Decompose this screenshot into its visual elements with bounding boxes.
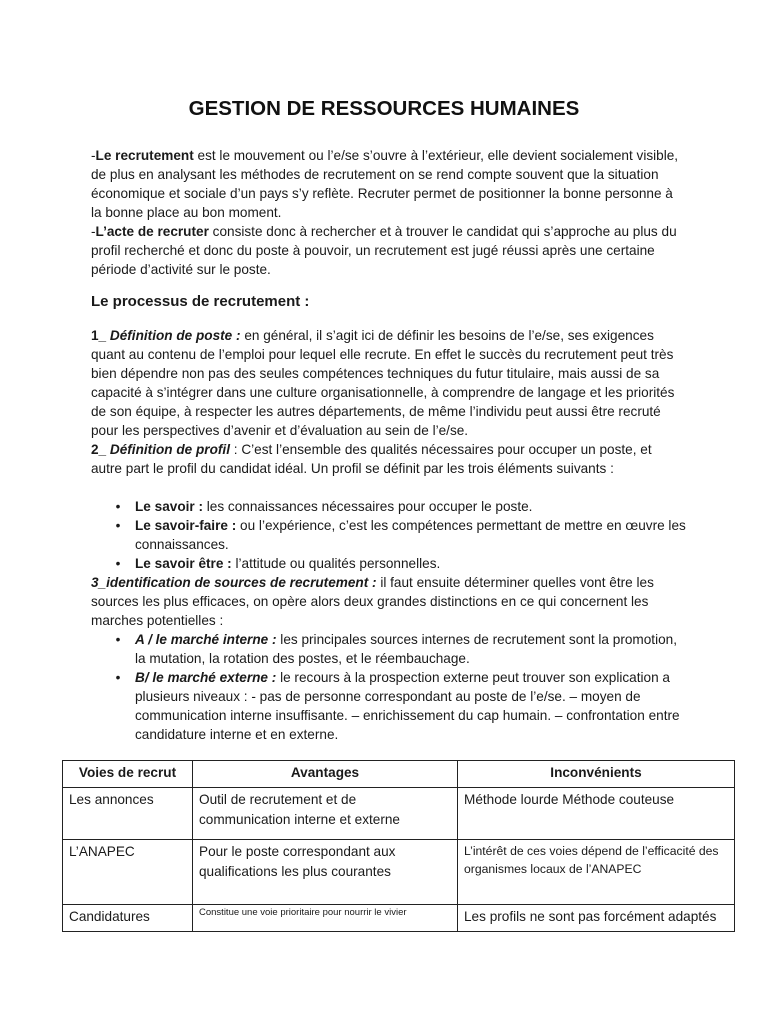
markets-list (91, 630, 686, 744)
table-cell: Méthode lourde Méthode couteuse (458, 788, 735, 840)
process-section (91, 326, 686, 744)
list-item (91, 497, 686, 516)
recruitment-table-wrapper (62, 760, 735, 932)
column-header: Avantages (193, 761, 458, 788)
table-cell: L’intérêt de ces voies dépend de l’efficacité des organismes locaux de l’ANAPEC (458, 840, 735, 905)
section-heading-processus: Le processus de recrutement : (91, 293, 310, 310)
bullet-icon: • (115, 632, 121, 647)
table-cell: Outil de recrutement et de communication interne et externe (193, 788, 458, 840)
term-recrutement: Le recrutement (95, 148, 194, 163)
list-item (91, 668, 686, 744)
table-cell: Constitue une voie prioritaire pour nourrir le vivier (193, 905, 458, 932)
intro-paragraph-recrutement (91, 146, 681, 222)
term-acte-de-recruter: L’acte de recruter (95, 224, 209, 239)
table-cell: Candidatures (63, 905, 193, 932)
list-item-term: Le savoir-faire : (135, 518, 237, 533)
intro-paragraph-acte (91, 222, 681, 279)
step-sources-recrutement (91, 573, 686, 630)
step2-text: : C’est l’ensemble des qualités nécessaires pour occuper un poste, et autre part le profil du candidat idéal. Un profil se définit par les trois éléments suivants : (91, 442, 652, 476)
list-item (91, 516, 686, 554)
table-row (63, 788, 735, 840)
step1-number: 1_ (91, 328, 107, 343)
intro-text-recrutement: est le mouvement ou l’e/se s’ouvre à l’extérieur, elle devient socialement visible, de plus en analysant les méthodes de recrutement on se rend compte souvent que la situation économique et sociale d’un pays s’y reflète. Recruter permet de positionner la bonne personne à la bonne place au bon moment. (91, 148, 679, 220)
list-item-text: l’attitude ou qualités personnelles. (231, 556, 441, 571)
document-title: GESTION DE RESSOURCES HUMAINES (188, 97, 580, 120)
bullet-icon: • (115, 518, 121, 533)
step1-text: en général, il s’agit ici de définir les besoins de l’e/se, ses exigences quant au contenu de l’emploi pour lequel elle recrute. En effet le succès du recrutement peut très bien dépendre non pas des seules compétences techniques du futur titulaire, mais aussi de sa capacité à s’intégrer dans une culture organisationnelle, à comprendre de langage et les priorités de son équipe, à respecter les autres départements, de même l’individu peut aussi être recruté pour les perspectives d’avenir et d’évaluation au sein de l’e/se. (91, 328, 675, 438)
table-cell: Les annonces (63, 788, 193, 840)
intro-dash: - (91, 148, 96, 163)
table-header-row (63, 761, 735, 788)
step-definition-profil (91, 440, 686, 478)
spacer (91, 478, 686, 497)
step2-number: 2_ (91, 442, 107, 457)
table-cell: L’ANAPEC (63, 840, 193, 905)
step2-label: Définition de profil (106, 442, 230, 457)
intro-text-acte: consiste donc à rechercher et à trouver le candidat qui s’approche au plus du profil recherché et donc du poste à pouvoir, un recrutement est jugé réussi après une certaine période d’activité sur le poste. (91, 224, 677, 277)
list-item (91, 630, 686, 668)
bullet-icon: • (115, 499, 121, 514)
list-item-text: les principales sources internes de recrutement sont la promotion, la mutation, la rotation des postes, et le réembauchage. (135, 632, 677, 666)
list-item-text: ou l’expérience, c’est les compétences permettant de mettre en œuvre les connaissances. (135, 518, 686, 552)
table-row (63, 905, 735, 932)
step1-label: Définition de poste : (106, 328, 241, 343)
bullet-icon: • (115, 670, 121, 685)
step3-label: 3_identification de sources de recrutement : (91, 575, 377, 590)
intro-section (91, 146, 681, 279)
list-item-text: les connaissances nécessaires pour occuper le poste. (203, 499, 533, 514)
list-item-text: le recours à la prospection externe peut trouver son explication a plusieurs niveaux : - pas de personne correspondant au poste de l’e/se. – moyen de communication interne insuffisante. – enrichissement du cap humain. – confrontation entre candidature interne et en externe. (135, 670, 680, 742)
list-item-term: Le savoir être : (135, 556, 232, 571)
column-header: Voies de recrut (63, 761, 193, 788)
list-item-term: B/ le marché externe : (135, 670, 277, 685)
list-item-term: A / le marché interne : (135, 632, 277, 647)
column-header: Inconvénients (458, 761, 735, 788)
bullet-icon: • (115, 556, 121, 571)
table-cell: Les profils ne sont pas forcément adaptés (458, 905, 735, 932)
step3-text: il faut ensuite déterminer quelles vont être les sources les plus efficaces, on opère alors deux grandes distinctions en ce qui concernent les marches potentielles : (91, 575, 654, 628)
step-definition-poste (91, 326, 686, 440)
list-item (91, 554, 686, 573)
table-row (63, 840, 735, 905)
profile-elements-list (91, 497, 686, 573)
list-item-term: Le savoir : (135, 499, 203, 514)
table-cell: Pour le poste correspondant aux qualifications les plus courantes (193, 840, 458, 905)
intro-dash: - (91, 224, 96, 239)
recruitment-channels-table (62, 760, 735, 932)
